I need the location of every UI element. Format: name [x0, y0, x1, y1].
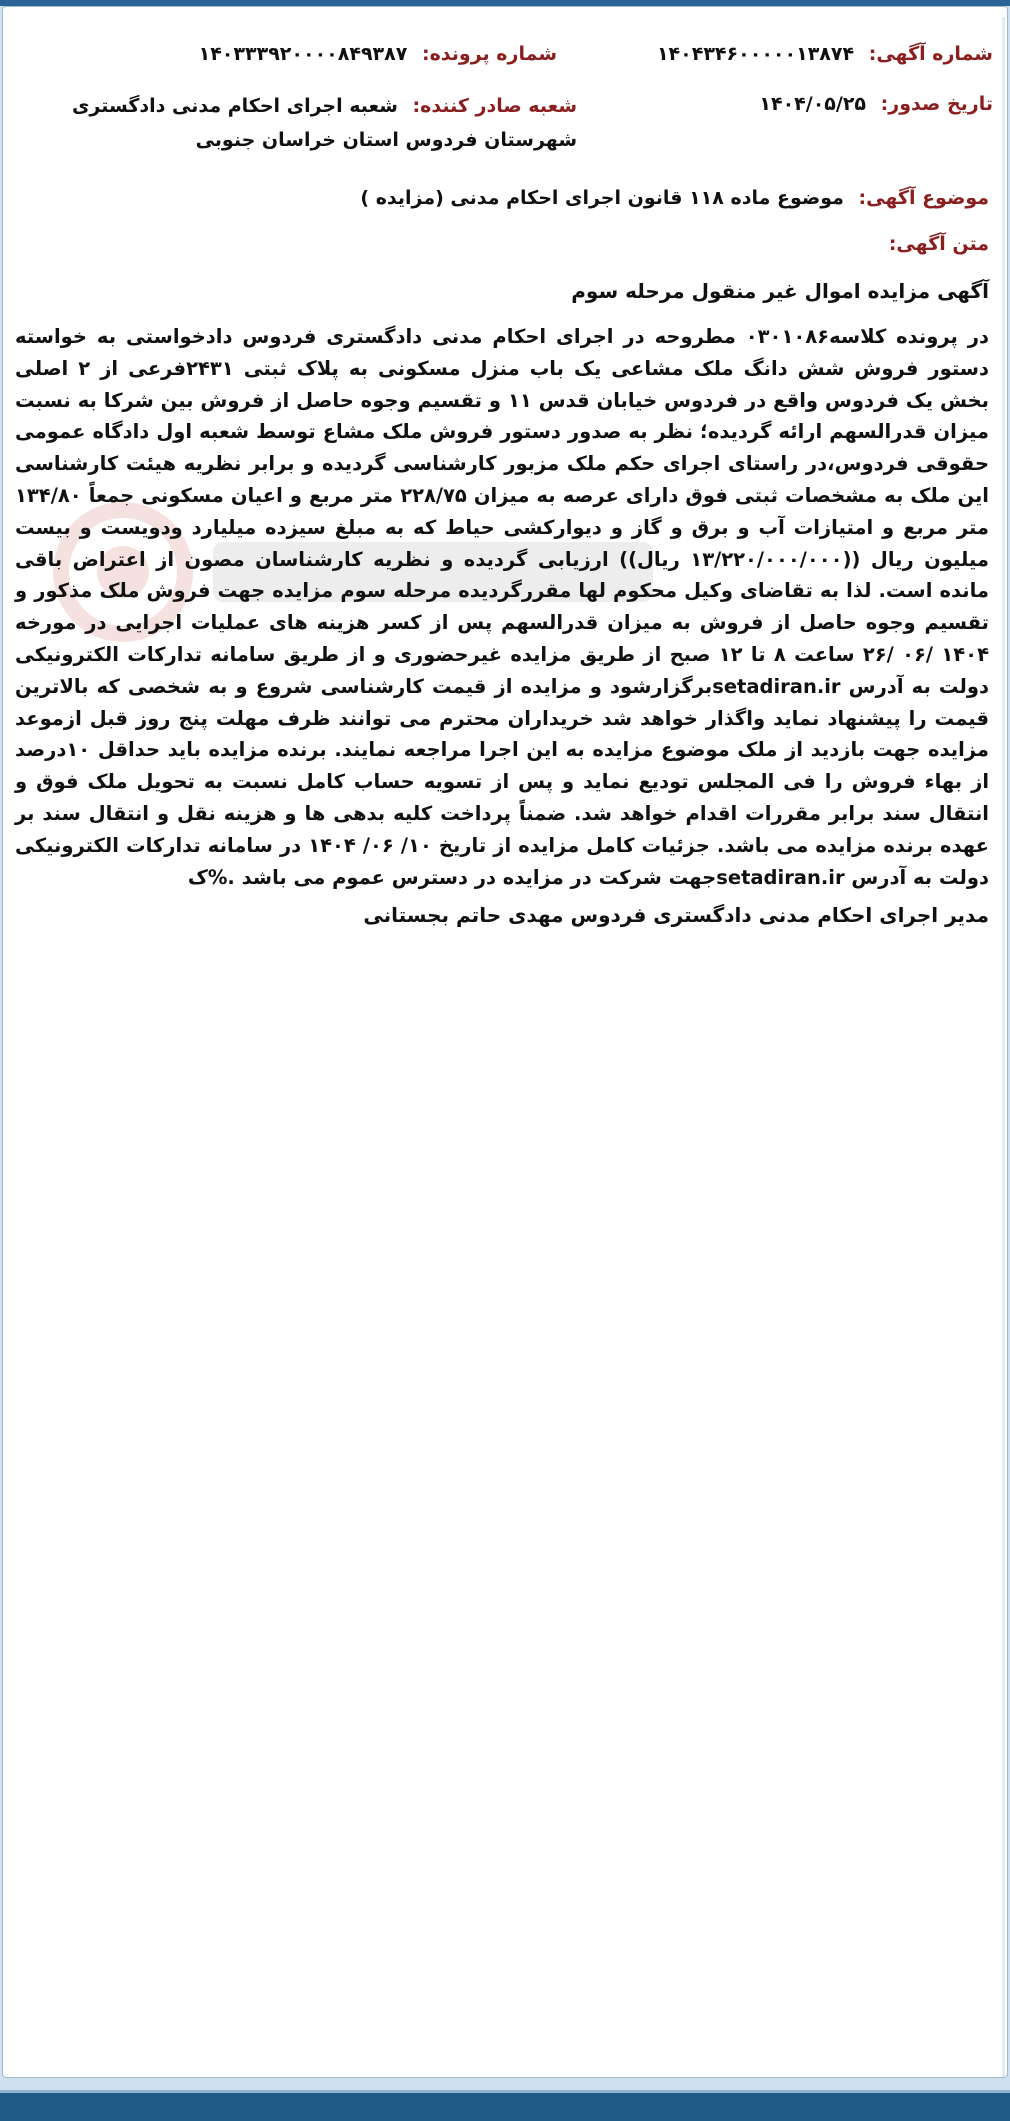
notice-subject-value: موضوع ماده ۱۱۸ قانون اجرای احکام مدنی (مزایده )	[360, 187, 844, 209]
issuing-branch-value: شعبه اجرای احکام مدنی دادگستری شهرستان فردوس استان خراسان جنوبی	[72, 95, 577, 151]
notice-number-label: شماره آگهی:	[868, 43, 993, 65]
bottom-bar	[0, 2090, 1010, 2121]
notice-body: در پرونده کلاسه۰۳۰۱۰۸۶ مطروحه در اجرای احکام مدنی دادگستری فردوس دادخواستی به خواسته دستور فروش شش دانگ ملک مشاعی یک باب منزل مسکونی به پلاک ثبتی ۲۴۳۱فرعی از ۲ اصلی بخش یک فردوس واقع در فردوس خیابان قدس ۱۱ و تقسیم وجوه حاصل از فروش بین شرکا به نسبت میزان قدرالسهم ارائه گردیده؛ نظر به صدور دستور فروش ملک مشاع توسط شعبه اول دادگاه عمومی حقوقی فردوس،در راستای اجرای حکم ملک مزبور کارشناسی گردیده و برابر نظریه هیئت کارشناسی این ملک به مشخصات ثبتی فوق دارای عرصه به میزان ۲۲۸/۷۵ متر مربع و اعیان مسکونی جمعاً ۱۳۴/۸۰ متر مربع و امتیازات آب و برق و گاز و دیوارکشی حیاط که به مبلغ سیزده میلیارد ودویست و بیست میلیون ریال ((۱۳/۲۲۰/۰۰۰/۰۰۰ ریال)) ارزیابی گردیده و نظریه کارشناسان مصون از اعتراض باقی مانده است. لذا به تقاضای وکیل محکوم لها مقررگردیده مرحله سوم مزایده جهت فروش ملک مذکور و تقسیم وجوه حاصل از فروش به میزان قدرالسهم پس از کسر هزینه های عملیات اجرایی در مورخه ۱۴۰۴ /۰۶ /۲۶ ساعت ۸ تا ۱۲ صبح از طریق مزایده غیرحضوری و از طریق سامانه تدارکات الکترونیکی دولت به آدرس setadiran.irبرگزارشود و مزایده از قیمت کارشناسی شروع و به شخصی که بالاترین قیمت را پیشنهاد نماید واگذار خواهد شد خریداران محترم می توانند ظرف مهلت پنج روز قبل ازموعد مزایده جهت بازدید از ملک موضوع مزایده به این اجرا مراجعه نمایند. برنده مزایده باید حداقل ۱۰درصد از بهاء فروش را فی المجلس توديع نماید و پس از تسویه حساب کامل نسبت به تحویل ملک فوق و انتقال سند برابر مقررات اقدام خواهد شد. ضمناً پرداخت کلیه بدهی ها و هزینه نقل و انتقال سند بر عهده برنده مزایده می باشد. جزئیات کامل مزایده از تاریخ ۱۰/ ۰۶/ ۱۴۰۴ در سامانه تدارکات الکترونیکی دولت به آدرس setadiran.irجهت شرکت در مزایده در دسترس عموم می باشد .%ک	[15, 325, 990, 889]
signature: مدیر اجرای احکام مدنی دادگستری فردوس مهدی حاتم بجستانی	[363, 903, 989, 927]
issue-date	[759, 93, 993, 115]
notice-panel	[2, 6, 1008, 2078]
notice-heading: آگهی مزایده اموال غیر منقول مرحله سوم	[571, 279, 989, 303]
issuing-branch	[17, 89, 577, 157]
issuing-branch-label: شعبه صادر کننده:	[412, 95, 577, 117]
issue-date-label: تاریخ صدور:	[880, 93, 993, 115]
case-number-value: ۱۴۰۳۳۳۹۲۰۰۰۰۸۴۹۳۸۷	[198, 43, 408, 65]
notice-subject-label: موضوع آگهی:	[858, 187, 989, 209]
notice-text-label: متن آگهی:	[888, 233, 989, 255]
issue-date-value: ۱۴۰۴/۰۵/۲۵	[759, 93, 867, 115]
notice-number-value: ۱۴۰۴۳۴۶۰۰۰۰۰۱۳۸۷۴	[656, 43, 855, 65]
frame-edge	[1002, 17, 1005, 2077]
case-number	[199, 43, 557, 65]
notice-subject	[360, 187, 989, 209]
notice-number	[657, 43, 993, 65]
case-number-label: شماره پرونده:	[421, 43, 557, 65]
